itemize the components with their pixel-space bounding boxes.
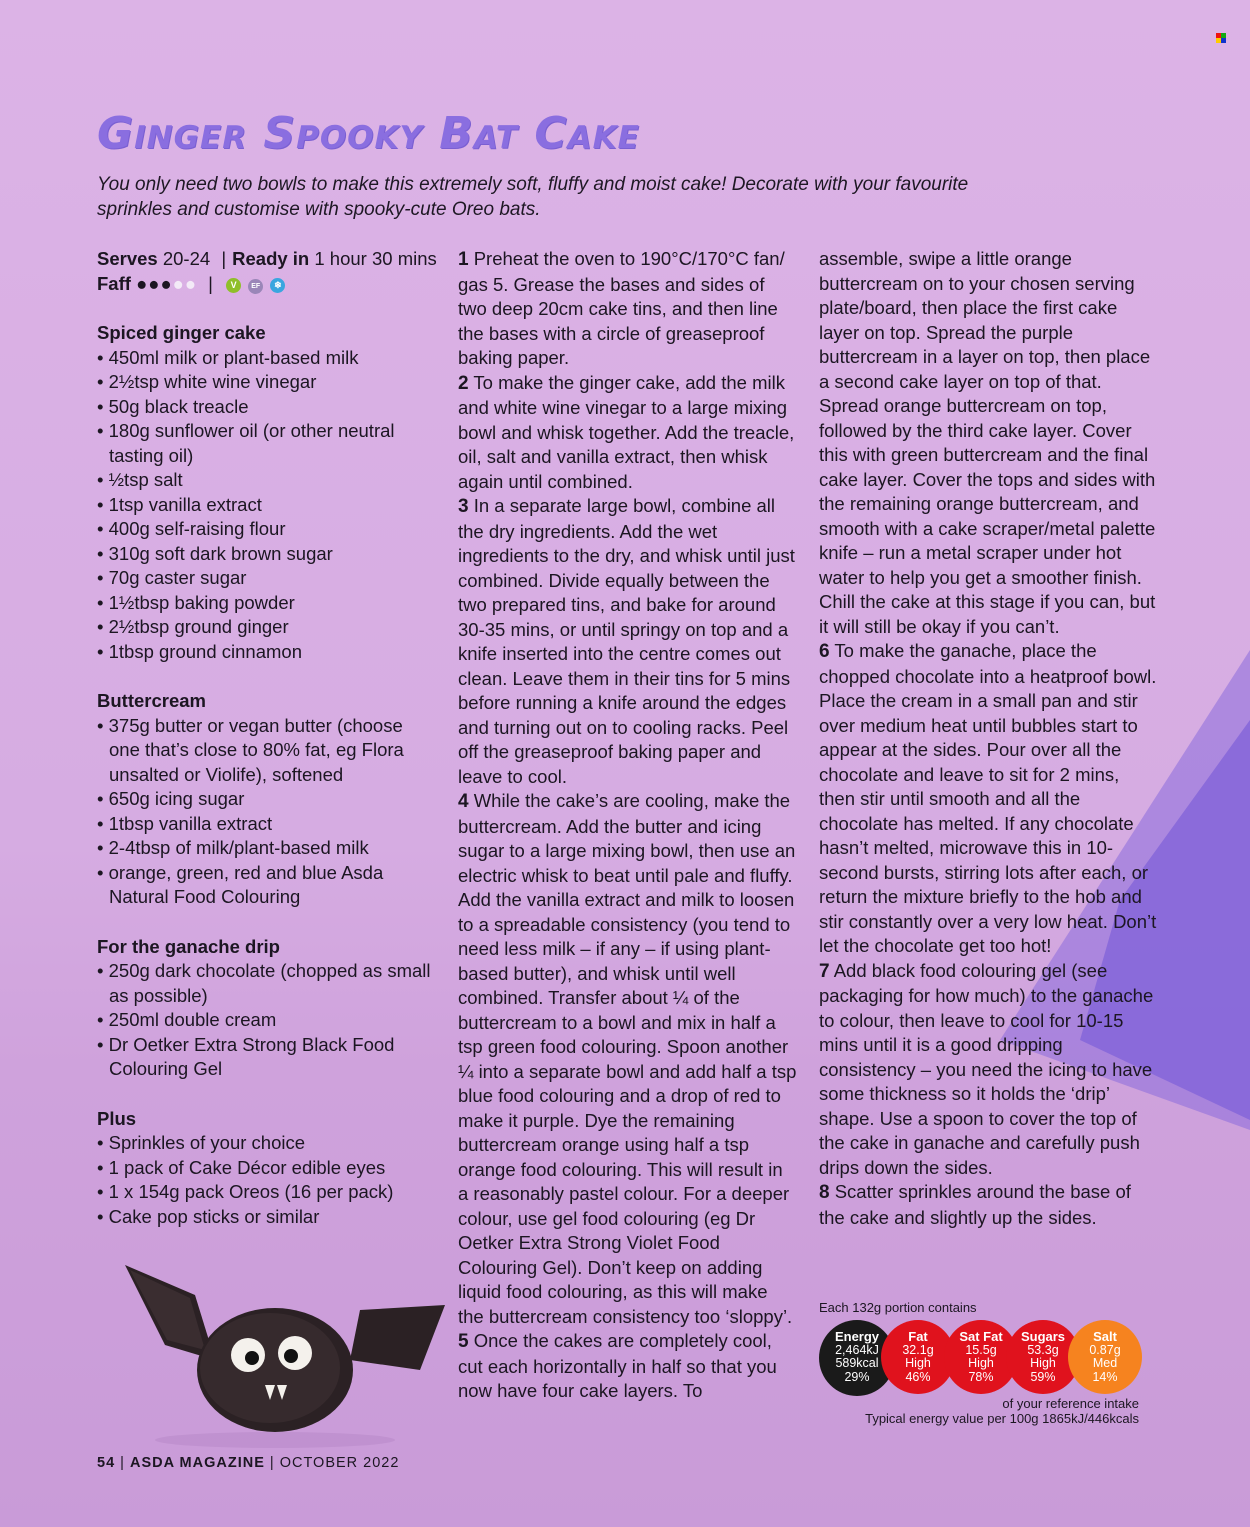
nutrition-caption: Each 132g portion contains — [819, 1300, 977, 1315]
faff-rating — [136, 273, 197, 294]
nutrition-label: Sugars — [1020, 1329, 1066, 1344]
ingredient-section-heading: Spiced ginger cake — [97, 322, 266, 343]
step-text: While the cake’s are cooling, make the buttercream. Add the butter and icing sugar to a large mixing bowl, then use an electric whisk to beat until pale and fluffy. Add the vanilla extract and milk to loosen to a spreadable consistency (you tend to need less milk – if any – if using plant-based butter), and whisk until well combined. Transfer about ¼ of the buttercream to a bowl and mix in half a tsp green food colouring. Spoon another ¼ into a separate bowl and add half a tsp blue food colouring and a drop of red to make it purple. Dye the remaining buttercream orange using half a tsp orange food colouring. This will result in a reasonably pastel colour. For a deeper colour, use gel food colouring (eg Dr Oetker Extra Strong Violet Food Colouring Gel). Don’t keep on adding liquid food colouring, as this will make the buttercream consistency too ‘sloppy’. — [458, 790, 797, 1327]
step-number: 1 — [458, 249, 469, 270]
ingredient-section-heading: Plus — [97, 1107, 137, 1129]
faff-label: Faff — [97, 272, 131, 294]
nutrition-label: Salt — [1093, 1329, 1117, 1344]
ingredient-list — [97, 346, 437, 665]
method-step — [458, 789, 798, 1329]
reference-intake-line: of your reference intake — [1002, 1396, 1139, 1411]
nutrition-value: 59% — [1030, 1369, 1056, 1384]
ingredient-item: • 650g icing sugar — [97, 787, 437, 812]
nutrition-value: 0.87g — [1089, 1342, 1121, 1357]
nutrition-label: Energy — [834, 1329, 880, 1344]
ingredient-item: • 1 pack of Cake Décor edible eyes — [97, 1156, 437, 1181]
ingredient-list — [97, 714, 437, 910]
step-text: Preheat the oven to 190°C/170°C fan/ gas 5. Grease the bases and sides of two deep 20cm cake tins, and then line the bases with a circle of greaseproof baking paper. — [458, 248, 785, 368]
ingredient-item: • 180g sunflower oil (or other neutral tasting oil) — [97, 419, 437, 468]
method-column-2 — [819, 247, 1159, 1230]
ingredient-item: • 310g soft dark brown sugar — [97, 542, 437, 567]
nutrition-label: Fat — [908, 1329, 928, 1344]
ingredient-item: • 2½tbsp ground ginger — [97, 615, 437, 640]
ingredient-item: • Dr Oetker Extra Strong Black Food Colouring Gel — [97, 1033, 437, 1082]
nutrition-label: Sat Fat — [959, 1329, 1003, 1344]
ingredient-item: • 1tsp vanilla extract — [97, 493, 437, 518]
ingredient-section-heading: For the ganache drip — [97, 935, 280, 957]
brand-mark-icon — [1216, 30, 1226, 40]
step-text: To make the ginger cake, add the milk and white wine vinegar to a large mixing bowl and whisk together. Add the treacle, oil, salt and vanilla extract, then whisk again until combined. — [458, 371, 795, 492]
ingredient-item: • 250ml double cream — [97, 1008, 437, 1033]
step-number: 4 — [458, 791, 469, 812]
ready-label: Ready in — [232, 248, 310, 269]
typical-energy-line: Typical energy value per 100g 1865kJ/446kcals — [865, 1411, 1139, 1426]
nutrition-value: 29% — [844, 1369, 870, 1384]
method-column-1 — [458, 247, 798, 1404]
ingredient-item: • 375g butter or vegan butter (choose one that’s close to 80% fat, eg Flora unsalted or Violife), softened — [97, 714, 437, 788]
nutrition-value: Med — [1092, 1356, 1118, 1370]
faff-dot-filled-icon: ● — [160, 272, 173, 294]
recipe-intro: You only need two bowls to make this extremely soft, fluffy and moist cake! Decorate with your favourite sprinkles and customise with spooky-cute Oreo bats. — [97, 174, 969, 220]
ingredient-item: • 1½tbsp baking powder — [97, 591, 437, 616]
ingredient-item: • Sprinkles of your choice — [97, 1131, 437, 1156]
page-footer: 54 | ASDA MAGAZINE | OCTOBER 2022 — [97, 1455, 400, 1471]
step-text: To make the ganache, place the chopped chocolate into a heatproof bowl. Place the cream in a small pan and stir over medium heat until bubbles start to appear at the sides. Pour over all the chocolate and leave to sit for 2 mins, then stir until smooth and all the chocolate has melted. If any chocolate hasn’t melted, microwave this in 10-second bursts, stirring lots after each, or return the mixture briefly to the hob and stir constantly over a very low heat. Don’t let the chocolate get too hot! — [819, 640, 1157, 956]
nutrition-value: 32.1g — [902, 1342, 934, 1357]
nutrition-value: 53.3g — [1027, 1342, 1059, 1357]
method-step — [819, 1180, 1159, 1230]
ingredient-item: • 400g self-raising flour — [97, 517, 437, 542]
nutrition-value: 78% — [968, 1369, 994, 1384]
ingredient-list — [97, 1131, 437, 1229]
method-step — [458, 371, 798, 495]
magazine-name: ASDA MAGAZINE — [129, 1455, 265, 1471]
nutrition-value: High — [968, 1356, 994, 1370]
step-text: Add black food colouring gel (see packaging for how much) to the ganache to colour, then leave to cool for 10-15 mins until it is a good dripping consistency – you need the icing to have some thickness so it holds the ‘drip’ shape. Use a spoon to cover the top of the cake in ganache and carefully push drips down the sides. — [819, 959, 1154, 1178]
ingredient-item: • 2½tsp white wine vinegar — [97, 370, 437, 395]
ingredient-item: • 70g caster sugar — [97, 566, 437, 591]
ingredient-item: • 1tbsp vanilla extract — [97, 812, 437, 837]
nutrition-circle — [1068, 1320, 1142, 1394]
faff-dot-filled-icon: ● — [148, 272, 161, 294]
nutrition-value: 2,464kJ — [835, 1342, 879, 1357]
method-step — [819, 959, 1159, 1181]
ready-value: 1 hour 30 mins — [314, 248, 437, 269]
vegetarian-badge-icon: V — [226, 278, 241, 293]
step-number: 6 — [819, 641, 830, 662]
step-text: Once the cakes are completely cool, cut each horizontally in half so that you now have four cake layers. To — [458, 1330, 777, 1401]
ingredients-column — [97, 247, 437, 1229]
recipe-title: Ginger Spooky Bat Cake — [97, 108, 640, 159]
nutrition-panel — [819, 1320, 1149, 1395]
step-text: In a separate large bowl, combine all the dry ingredients. Add the wet ingredients to the dry, and whisk until just combined. Divide equally between the two prepared tins, and bake for around 30-35 mins, or until springy on top and a knife inserted into the centre comes out clean. Leave them in their tins for 5 mins before running a knife around the edges and turning out on to cooling racks. Peel off the greaseproof baking paper and leave to cool. — [458, 495, 795, 787]
nutrition-reference — [819, 1396, 1139, 1426]
method-step-5-continued: assemble, swipe a little orange buttercream on to your chosen serving plate/board, then place the first cake layer on top. Spread the purple buttercream in a layer on top, then place a second cake layer on top of that. Spread orange buttercream on top, followed by the third cake layer. Cover this with green buttercream and the final cake layer. Cover the tops and sides with the remaining orange buttercream, and smooth with a cake scraper/metal palette knife – run a metal scraper under hot water to help you get a smoother finish. Chill the cake at this stage if you can, but it will still be okay if you can’t. — [819, 248, 1156, 637]
step-text: Scatter sprinkles around the base of the cake and slightly up the sides. — [819, 1181, 1131, 1228]
egg-free-badge-icon: EF — [248, 279, 263, 294]
step-number: 7 — [819, 960, 830, 982]
step-number: 2 — [458, 372, 469, 394]
faff-line: Faff ●●●●● | V EF ❄ — [97, 272, 437, 297]
issue-date: OCTOBER 2022 — [279, 1455, 400, 1471]
ingredient-item: • Cake pop sticks or similar — [97, 1205, 437, 1230]
nutrition-value: 14% — [1092, 1369, 1118, 1384]
method-step — [458, 1329, 798, 1404]
ingredient-item: • 450ml milk or plant-based milk — [97, 346, 437, 371]
nutrition-value: 589kcal — [835, 1356, 879, 1370]
nutrition-value: 15.5g — [965, 1342, 997, 1357]
ingredient-list — [97, 959, 437, 1082]
method-steps — [819, 639, 1159, 1230]
ingredient-item: • 1 x 154g pack Oreos (16 per pack) — [97, 1180, 437, 1205]
nutrition-value: 46% — [905, 1369, 931, 1384]
nutrition-value: High — [1030, 1356, 1056, 1370]
ingredient-sections — [97, 321, 437, 1229]
freezable-badge-icon: ❄ — [270, 278, 285, 293]
serves-label: Serves — [97, 248, 158, 269]
method-step — [819, 639, 1159, 959]
page-number: 54 — [97, 1455, 116, 1471]
step-number: 3 — [458, 496, 469, 517]
ingredient-item: • ½tsp salt — [97, 468, 437, 493]
ingredient-section-heading: Buttercream — [97, 690, 206, 711]
ingredient-item: • 250g dark chocolate (chopped as small as possible) — [97, 959, 437, 1008]
faff-dot-filled-icon: ● — [136, 272, 149, 294]
method-step — [458, 494, 798, 789]
ingredient-item: • 2-4tbsp of milk/plant-based milk — [97, 836, 437, 861]
step-number: 8 — [819, 1182, 830, 1203]
nutrition-value: High — [905, 1356, 931, 1370]
ingredient-item: • 1tbsp ground cinnamon — [97, 640, 437, 665]
serves-ready-line: Serves 20-24 | Ready in 1 hour 30 mins — [97, 248, 437, 269]
method-step — [458, 247, 798, 371]
ingredient-item: • 50g black treacle — [97, 395, 437, 420]
ingredient-item: • orange, green, red and blue Asda Natural Food Colouring — [97, 861, 437, 910]
faff-dot-empty-icon: ● — [184, 272, 197, 294]
step-number: 5 — [458, 1331, 469, 1352]
serves-value: 20-24 — [162, 248, 211, 269]
oreo-bat-image — [105, 1250, 455, 1450]
faff-dot-empty-icon: ● — [172, 272, 185, 294]
